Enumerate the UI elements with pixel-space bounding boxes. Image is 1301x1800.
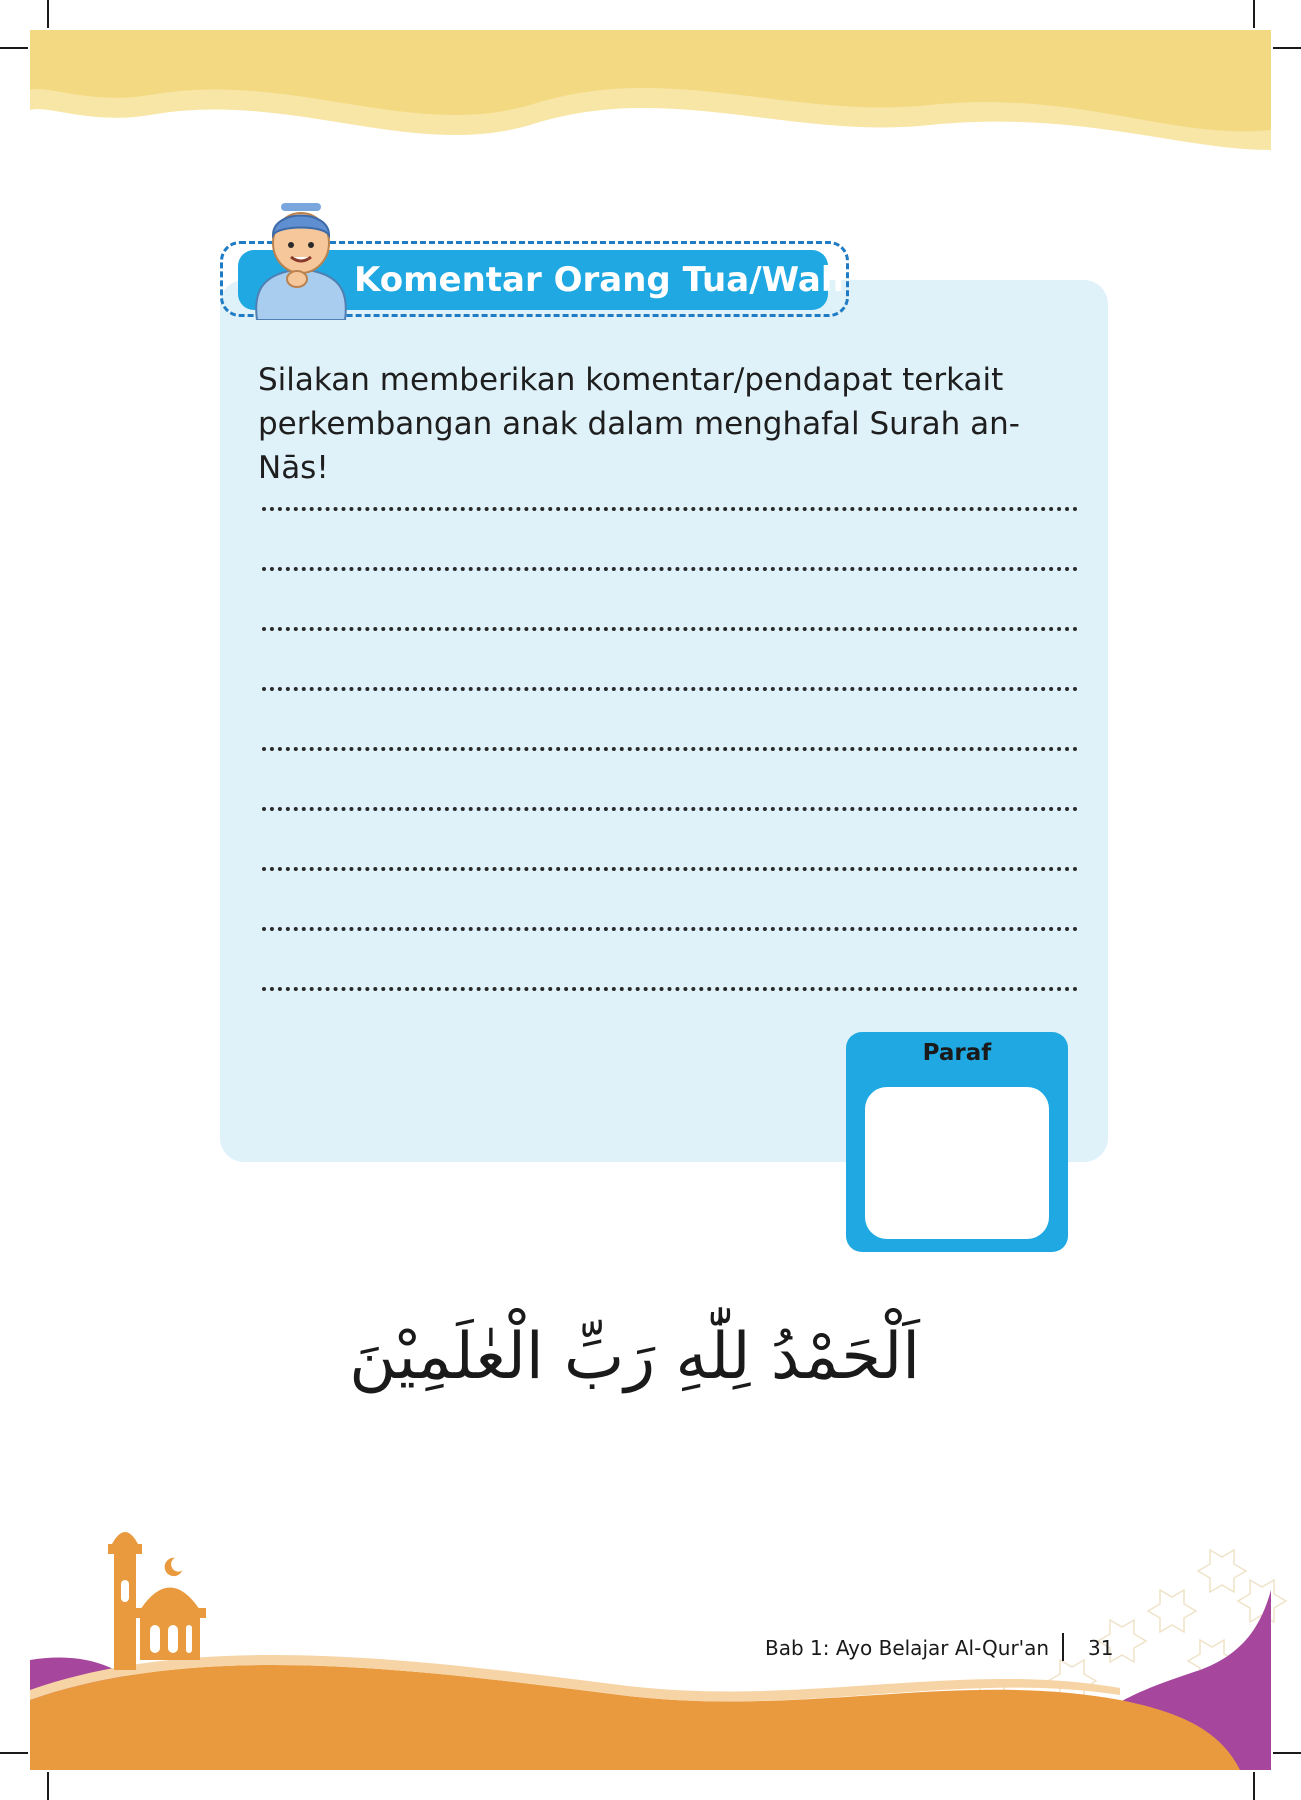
trim-mark [47, 1772, 49, 1800]
trim-mark [47, 0, 49, 28]
arabic-phrase: اَلْحَمْدُ لِلّٰهِ رَبِّ الْعٰلَمِيْنَ [349, 1320, 920, 1394]
trim-mark [1253, 1772, 1255, 1800]
answer-line[interactable] [262, 747, 1078, 751]
chapter-label: Bab 1: Ayo Belajar Al-Qur'an [765, 1636, 1050, 1660]
crescent-icon [162, 1556, 184, 1578]
answer-line[interactable] [262, 627, 1078, 631]
trim-mark [1273, 47, 1301, 49]
answer-line[interactable] [262, 987, 1078, 991]
trim-mark [0, 47, 28, 49]
boy-character-icon [245, 195, 357, 320]
section-title: Komentar Orang Tua/Walí [354, 260, 845, 300]
instruction-text: Silakan memberikan komentar/pendapat terkait perkembangan anak dalam menghafal Surah an-Nās! [258, 362, 1020, 486]
answer-line[interactable] [262, 567, 1078, 571]
answer-line[interactable] [262, 507, 1078, 511]
page-number: 31 [1088, 1636, 1114, 1660]
trim-mark [1253, 0, 1255, 28]
answer-line[interactable] [262, 807, 1078, 811]
answer-line[interactable] [262, 927, 1078, 931]
answer-line[interactable] [262, 687, 1078, 691]
footer-divider [1062, 1633, 1064, 1661]
answer-line[interactable] [262, 867, 1078, 871]
signature-field[interactable] [865, 1087, 1049, 1239]
signature-label: Paraf [922, 1040, 992, 1066]
top-wave-banner [30, 30, 1271, 160]
